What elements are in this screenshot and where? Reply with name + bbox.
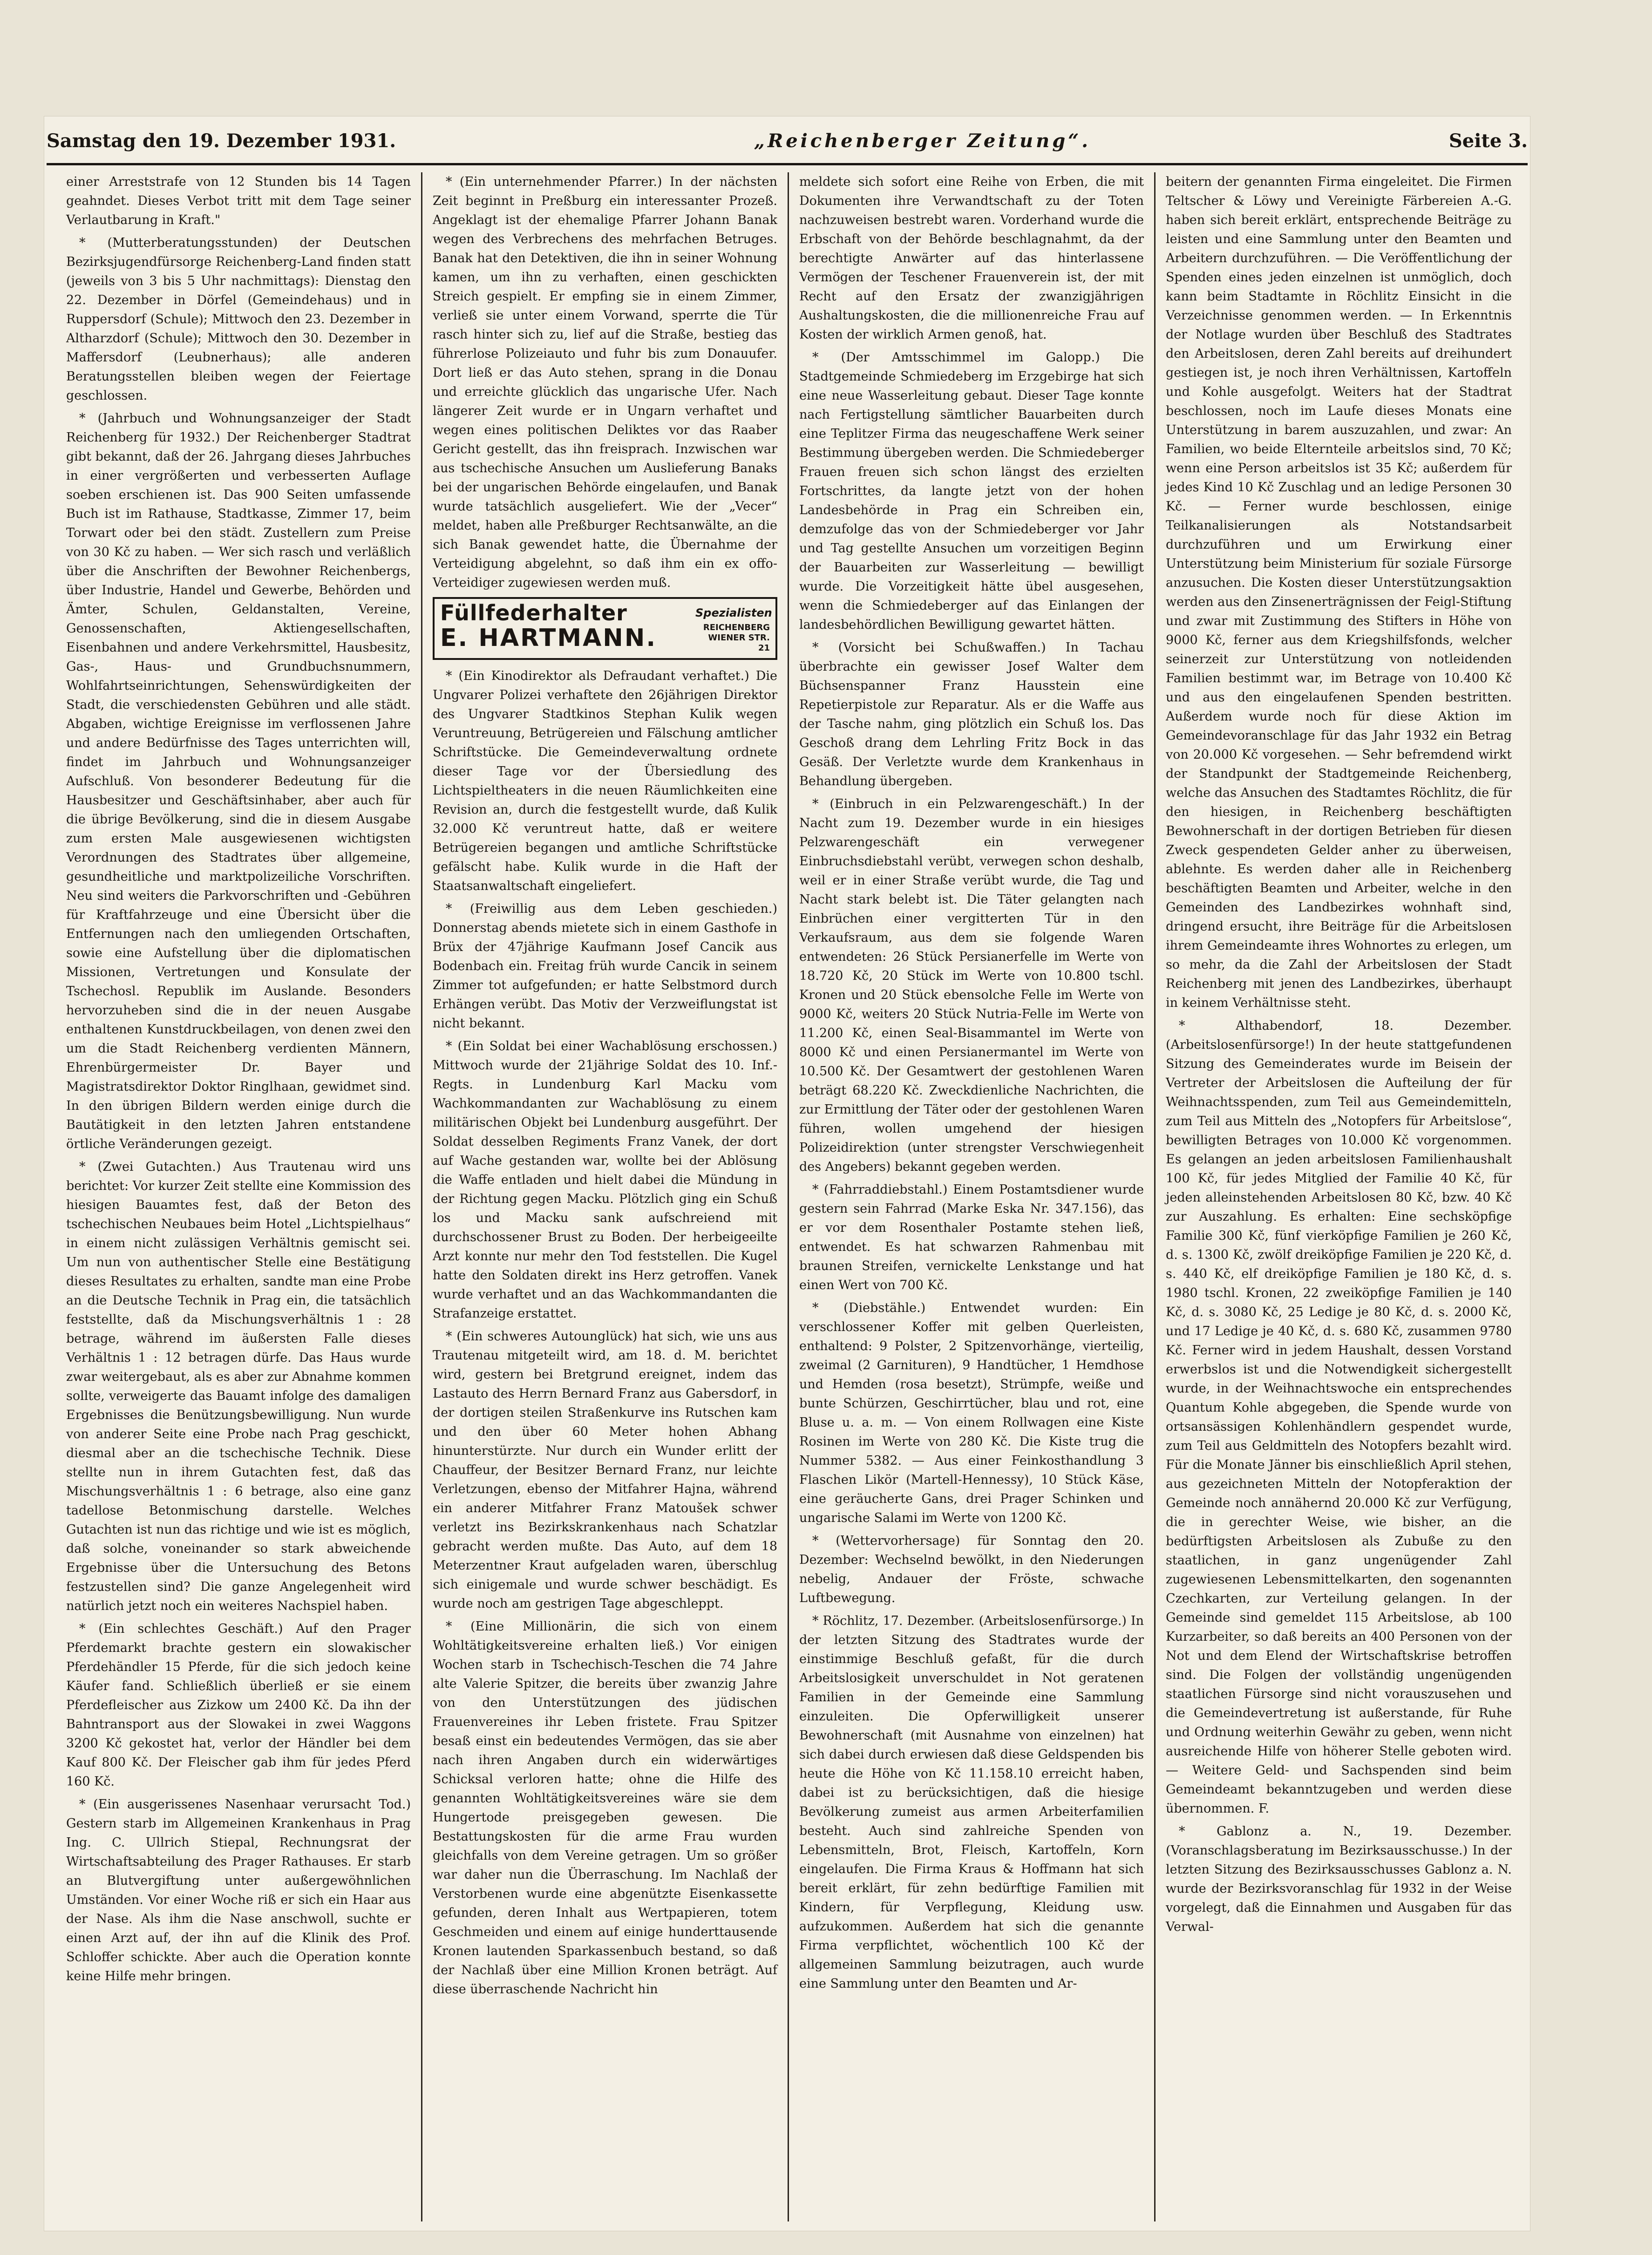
article-paragraph: * Röchlitz, 17. Dezember. (Arbeitslosenfürsorge.) In der letzten Sitzung des Stadtrates wurde der einstimmige Beschluß gefaßt, für die durch Arbeitslosigkeit unverschuldet in Not geratenen Familien in der Gemeinde eine Sammlung einzuleiten. Die Opferwilligkeit unserer Bewohnerschaft (mit Ausnahme von einzelnen) hat sich dabei durch erwiesen daß diese Geldspenden bis heute die Höhe von Kč 11.158.10 erreicht haben, dabei ist zu berücksichtigen, daß die hiesige Bevölkerung zumeist aus armen Arbeiterfamilien besteht. Auch sind zahlreiche Spenden von Lebensmitteln, Brot, Fleisch, Kartoffeln, Korn eingelaufen. Die Firma Kraus & Hoffmann hat sich bereit erklärt, für zehn bedürftige Familien mit Kindern, für Verpflegung, Kleidung usw. aufzukommen. Außerdem hat sich die genannte Firma verpflichtet, wöchentlich 100 Kč der allgemeinen Sammlung beizutragen, auch wurde eine Sammlung unter den Beamten und Ar- — [799, 1614, 1144, 1991]
page-header — [47, 119, 1528, 165]
article-paragraph: einer Arreststrafe von 12 Stunden bis 14 Tagen geahndet. Dieses Verbot tritt mit dem Tage seiner Verlautbarung in Kraft." — [66, 175, 411, 227]
article-paragraph: * (Wettervorhersage) für Sonntag den 20. Dezember: Wechselnd bewölkt, in den Niederungen nebelig, Andauer der Fröste, schwache Luftbewegung. — [799, 1534, 1144, 1605]
newspaper-title: „Reichenberger Zeitung“. — [754, 130, 1091, 152]
article-paragraph: * (Jahrbuch und Wohnungsanzeiger der Stadt Reichenberg für 1932.) Der Reichenberger Stadtrat gibt bekannt, daß der 26. Jahrgang dieses Jahrbuches in einer vergrößerten und verbesserten Auflage soeben erschienen ist. Das 900 Seiten umfassende Buch ist im Rathause, Stadtkasse, Zimmer 17, beim Torwart oder bei den städt. Zustellern zum Preise von 30 Kč zu haben. — Wer sich rasch und verläßlich über die Anschriften der Bewohner Reichenbergs, über Industrie, Handel und Gewerbe, Behörden und Ämter, Schulen, Geldanstalten, Vereine, Genossenschaften, Aktiengesellschaften, Eisenbahnen und andere Verkehrsmittel, Hausbesitz, Gas-, Haus- und Grundbuchsnummern, Wohlfahrtseinrichtungen, Sehenswürdigkeiten der Stadt, die verschiedensten Gebühren und alle städt. Abgaben, wichtige Ereignisse im verflossenen Jahre und andere Bedürfnisse des Tages unterrichten will, findet im Jahrbuch und Wohnungsanzeiger Aufschluß. Von besonderer Bedeutung für die Hausbesitzer und Geschäftsinhaber, aber auch für die übrige Bevölkerung, sind die in diesem Ausgabe zum ersten Male ausgewiesenen wichtigsten Verordnungen des Stadtrates über allgemeine, gesundheitliche und marktpolizeiliche Vorschriften. Neu sind weiters die Parkvorschriften und -Gebühren für Kraftfahrzeuge und eine Übersicht über die Entfernungen nach den umliegenden Ortschaften, sowie eine Aufstellung über die diplomatischen Missionen, Vertretungen und Konsulate der Tschechosl. Republik im Auslande. Besonders hervorzuheben sind die in der neuen Ausgabe enthaltenen Kunstdruckbeilagen, von denen zwei den um die Stadt Reichenberg verdienten Männern, Ehrenbürgermeister Dr. Bayer und Magistratsdirektor Doktor Ringlhaan, gewidmet sind. In den übrigen Bildern werden einige durch die Bautätigkeit in den letzten Jahren entstandene örtliche Veränderungen gezeigt. — [66, 411, 411, 1151]
article-paragraph: * (Ein ausgerissenes Nasenhaar verursacht Tod.) Gestern starb im Allgemeinen Krankenhaus in Prag Ing. C. Ullrich Stiepal, Rechnungsrat der Wirtschaftsabteilung des Prager Rathauses. Er starb an Blutvergiftung unter außergewöhnlichen Umständen. Vor einer Woche riß er sich ein Haar aus der Nase. Als ihm die Nase anschwoll, suchte er einen Arzt auf, der ihn auf die Klinik des Prof. Schloffer schickte. Aber auch die Operation konnte keine Hilfe mehr bringen. — [66, 1797, 411, 1983]
column-2 — [422, 172, 789, 2221]
article-paragraph: * (Zwei Gutachten.) Aus Trautenau wird uns berichtet: Vor kurzer Zeit stellte eine Kommission des hiesigen Bauamtes fest, daß der Beton des tschechischen Neubaues beim Hotel „Lichtspielhaus“ in einem nicht zulässigen Verhältnis gemischt sei. Um nun von authentischer Stelle eine Bestätigung dieses Resultates zu erhalten, sandte man eine Probe an die Deutsche Technik in Prag ein, die tatsächlich feststellte, daß da Mischungsverhältnis 1 : 28 betrage, während im äußersten Falle dieses Verhältnis 1 : 12 betragen dürfe. Das Haus wurde zwar weitergebaut, als es aber zur Abnahme kommen sollte, verweigerte das Bauamt infolge des damaligen Ergebnisses die Benützungsbewilligung. Nun wurde von anderer Seite eine Probe nach Prag geschickt, diesmal aber an die tschechische Technik. Diese stellte nun in ihrem Gutachten fest, daß das Mischungsverhältnis 1 : 6 betrage, also eine ganz tadellose Betonmischung darstelle. Welches Gutachten ist nun das richtige und wie ist es möglich, daß solche, voneinander so stark abweichende Ergebnisse über die Untersuchung des Betons festzustellen sind? Die ganze Angelegenheit wird natürlich jetzt noch ein weiteres Nachspiel haben. — [66, 1160, 411, 1613]
ad-product: Füllfederhalter — [440, 600, 627, 625]
article-paragraph: * (Ein unternehmender Pfarrer.) In der nächsten Zeit beginnt in Preßburg ein interessanter Prozeß. Angeklagt ist der ehemalige Pfarrer Johann Banak wegen des Verbrechens des mehrfachen Betruges. Banak hat den Detektiven, die ihn in seiner Wohnung kamen, um ihn zu verhaften, einen geschickten Streich gespielt. Er empfing sie in einem Zimmer, verließ sie unter einem Vorwand, sperrte die Tür rasch hinter sich zu, lief auf die Straße, bestieg das führerlose Polizeiauto und fuhr bis zum Donauufer. Dort ließ er das Auto stehen, sprang in die Donau und erreichte glücklich das ungarische Ufer. Nach längerer Zeit wurde er in Ungarn verhaftet und wegen eines politischen Deliktes vor das Raaber Gericht gestellt, das ihn freisprach. Inzwischen war aus tschechische Ansuchen um Auslieferung Banaks bei der ungarischen Behörde eingelaufen, und Banak wurde tatsächlich ausgeliefert. Wie der „Vecer“ meldet, haben alle Preßburger Rechtsanwälte, an die sich Banak gewendet hatte, die Übernahme der Verteidigung abgelehnt, so daß ihm ein ex offo-Verteidiger zugewiesen werden muß. — [433, 175, 777, 590]
page-number: Seite 3. — [1448, 130, 1528, 152]
article-paragraph: * (Mutterberatungsstunden) der Deutschen Bezirksjugendfürsorge Reichenberg-Land finden statt (jeweils von 3 bis 5 Uhr nachmittags): Dienstag den 22. Dezember in Dörfel (Gemeindehaus) und in Ruppersdorf (Schule); Mittwoch den 23. Dezember in Altharzdorf (Schule); Mittwoch den 30. Dezember in Maffersdorf (Leubnerhaus); alle anderen Beratungsstellen bleiben wegen der Feiertage geschlossen. — [66, 236, 411, 403]
article-paragraph: meldete sich sofort eine Reihe von Erben, die mit Dokumenten ihre Verwandtschaft zu der Toten nachzuweisen bestrebt waren. Vorderhand wurde die Erbschaft von der Behörde beschlagnahmt, da der berechtigte Anwärter auf das hinterlassene Vermögen der Teschener Frauenverein ist, der mit Recht auf den Ersatz der zwanzigjährigen Aushaltungskosten, die die millionenreiche Frau auf Kosten der wirklich Armen genoß, hat. — [799, 175, 1144, 342]
ad-company: E. HARTMANN. — [440, 624, 657, 652]
article-paragraph: * (Eine Millionärin, die sich von einem Wohltätigkeitsvereine erhalten ließ.) Vor einigen Wochen starb in Tschechisch-Teschen die 74 Jahre alte Valerie Spitzer, die bereits über zwanzig Jahre von den Unterstützungen des jüdischen Frauenvereines ihr Leben fristete. Frau Spitzer besaß einst ein bedeutendes Vermögen, das sie aber nach ihren Angaben durch ein widerwärtiges Schicksal verloren hatte; ohne die Hilfe des genannten Wohltätigkeitsvereines wäre sie dem Hungertode preisgegeben gewesen. Die Bestattungskosten für die arme Frau wurden gleichfalls von dem Vereine getragen. Um so größer war daher nun die Überraschung. Im Nachlaß der Verstorbenen wurde eine abgenützte Eisenkassette gefunden, deren Inhalt aus Wertpapieren, totem Geschmeiden und einem auf einige hunderttausende Kronen lautenden Sparkassenbuch bestand, so daß der Nachlaß über eine Million Kronen beträgt. Auf diese überraschende Nachricht hin — [433, 1619, 777, 1997]
article-paragraph: * (Fahrraddiebstahl.) Einem Postamtsdiener wurde gestern sein Fahrrad (Marke Eska Nr. 347.156), das er vor dem Rosenthaler Postamte stehen ließ, entwendet. Es hat schwarzen Rahmenbau mit braunen Streifen, vernickelte Lenkstange und hat einen Wert von 700 Kč. — [799, 1182, 1144, 1292]
advertisement — [433, 597, 777, 660]
article-paragraph: * (Ein schweres Autounglück) hat sich, wie uns aus Trautenau mitgeteilt wird, am 18. d. M. berichtet wird, gestern bei Bretgrund ereignet, indem das Lastauto des Herrn Bernard Franz aus Gabersdorf, in der dortigen steilen Straßenkurve ins Rutschen kam und den über 60 Meter hohen Abhang hinunterstürzte. Nur durch ein Wunder erlitt der Chauffeur, der Besitzer Bernard Franz, nur leichte Verletzungen, ebenso der Mitfahrer Hajna, während ein anderer Mitfahrer Franz Matoušek schwer verletzt ins Bezirkskrankenhaus nach Schatzlar gebracht werden mußte. Das Auto, auf dem 18 Meterzentner Kraut aufgeladen waren, überschlug sich einigemale und wurde schwer beschädigt. Es wurde noch am gestrigen Tage abgeschleppt. — [433, 1329, 777, 1611]
article-paragraph: * (Einbruch in ein Pelzwarengeschäft.) In der Nacht zum 19. Dezember wurde in ein hiesiges Pelzwarengeschäft ein verwegener Einbruchsdiebstahl verübt, verwegen schon deshalb, weil er in einer Straße verübt wurde, die Tag und Nacht stark belebt ist. Die Täter gelangten nach Einbrüchen einer vergitterten Tür in den Verkaufsraum, aus dem sie folgende Waren entwendeten: 26 Stück Persianerfelle im Werte von 18.720 Kč, 20 Stück im Werte von 10.800 tschl. Kronen und 20 Stück ebensolche Felle im Werte von 9000 Kč, weiters 20 Stück Nutria-Felle im Werte von 11.200 Kč, einen Seal-Bisammantel im Werte von 8000 Kč und einen Persianermantel im Werte von 10.500 Kč. Der Gesamtwert der gestohlenen Waren beträgt 68.220 Kč. Zweckdienliche Nachrichten, die zur Ermittlung der Täter oder der gestohlenen Waren führen, wollen umgehend der hiesigen Polizeidirektion (unter strengster Verschwiegenheit des Angebers) bekannt gegeben werden. — [799, 797, 1144, 1174]
ad-special: Spezialisten — [695, 606, 772, 619]
issue-date: Samstag den 19. Dezember 1931. — [47, 130, 396, 152]
article-paragraph: beitern der genannten Firma eingeleitet. Die Firmen Teltscher & Löwy und Vereinigte Färbereien A.-G. haben sich bereit erklärt, entsprechende Beiträge zu leisten und eine Sammlung unter den Beamten und Arbeitern durchzuführen. — Die Veröffentlichung der Spenden eines jeden einzelnen ist unmöglich, doch kann beim Stadtamte in Röchlitz Einsicht in die Verzeichnisse genommen werden. — In Erkenntnis der Notlage wurden über Beschluß des Stadtrates den Arbeitslosen, deren Zahl bereits auf dreihundert gestiegen ist, je noch ihren Verhältnissen, Kartoffeln und Kohle ausgefolgt. Weiters hat der Stadtrat beschlossen, noch im Laufe dieses Monats eine Unterstützung in barem auszuzahlen, und zwar: An Familien, wo beide Elternteile arbeitslos sind, 70 Kč; wenn eine Person arbeitslos ist 35 Kč; außerdem für jedes Kind 10 Kč Zuschlag und an ledige Personen 30 Kč. — Ferner wurde beschlossen, einige Teilkanalisierungen als Notstandsarbeit durchzuführen und um Erwirkung einer Unterstützung beim Ministerium für soziale Fürsorge anzusuchen. Die Kosten dieser Unterstützungsaktion werden aus den Zinsenerträgnissen der Feigl-Stiftung und zwar mit Zustimmung des Stifters in Höhe von 9000 Kč, ferner aus dem Kriegshilfsfonds, welcher seinerzeit zur Unterstützung von notleidenden Familien bestimmt war, im Betrage von 10.400 Kč und aus den eingelaufenen Spenden bestritten. Außerdem wurde noch für diese Aktion im Gemeindevoranschlage für das Jahr 1932 ein Betrag von 20.000 Kč vorgesehen. — Sehr befremdend wirkt der Standpunkt der Stadtgemeinde Reichenberg, welche das Ansuchen des Stadtamtes Röchlitz, die für den hiesigen, in Reichenberg beschäftigten Bewohnerschaft in der dortigen Betrieben für diesen Zweck gespendeten Gelder anher zu überweisen, ablehnte. Es werden daher alle in Reichenberg beschäftigten Beamten und Arbeiter, welche in den Gemeinden des Landbezirkes wohnhaft sind, dringend ersucht, ihre Beiträge für die Arbeitslosen ihrem Gemeindeamte ihres Wohnortes zu erlegen, um so mehr, da die Zahl der Arbeitslosen der Stadt Reichenberg mit jenen des Landbezirkes, überhaupt in keinem Verhältnisse steht. — [1166, 175, 1512, 1010]
article-paragraph: * (Diebstähle.) Entwendet wurden: Ein verschlossener Koffer mit gelben Querleisten, enthaltend: 9 Polster, 2 Spitzenvorhänge, vierteilig, zweimal (2 Garnituren), 9 Handtücher, 1 Hemdhose und Hemden (rosa besetzt), Strümpfe, weiße und bunte Schürzen, Geschirrtücher, blau und rot, eine Bluse u. a. m. — Von einem Rollwagen eine Kiste Rosinen im Werte von 280 Kč. Die Kiste trug die Nummer 5382. — Aus einer Feinkosthandlung 3 Flaschen Likör (Martell-Hennessy), 10 Stück Käse, eine geräucherte Gans, drei Prager Schinken und ungarische Salami im Werte von 1200 Kč. — [799, 1301, 1144, 1525]
article-paragraph: * (Ein Kinodirektor als Defraudant verhaftet.) Die Ungvarer Polizei verhaftete den 26jährigen Direktor des Ungvarer Stadtkinos Stephan Kulik wegen Veruntreuung, Betrügereien und Fälschung amtlicher Schriftstücke. Die Gemeindeverwaltung ordnete dieser Tage vor der Übersiedlung des Lichtspieltheaters in die neuen Räumlichkeiten eine Revision an, durch die festgestellt wurde, daß Kulik 32.000 Kč veruntreut hatte, daß er weitere Betrügereien begangen und amtliche Schriftstücke gefälscht habe. Kulik wurde in die Haft der Staatsanwaltschaft eingeliefert. — [433, 669, 777, 893]
article-paragraph: * Althabendorf, 18. Dezember. (Arbeitslosenfürsorge!) In der heute stattgefundenen Sitzung des Gemeinderates wurde im Beisein der Vertreter der Arbeitslosen die Aufteilung der für Weihnachtsspenden, zum Teil aus Gemeindemitteln, zum Teil aus Mitteln des „Notopfers für Arbeitslose“, bewilligten Betrages von 10.000 Kč vorgenommen. Es gelangen an jeden arbeitslosen Familienhaushalt 100 Kč, für jedes Mitglied der Familie 40 Kč, für jeden alleinstehenden Arbeitslosen 80 Kč, bzw. 40 Kč zur Auszahlung. Es erhalten: Eine sechsköpfige Familie 300 Kč, fünf vierköpfige Familien je 260 Kč, d. s. 1300 Kč, zwölf dreiköpfige Familien je 220 Kč, d. s. 440 Kč, elf dreiköpfige Familien je 180 Kč, d. s. 1980 tschl. Kronen, 22 zweiköpfige Familien je 140 Kč, d. s. 3080 Kč, 25 Ledige je 80 Kč, d. s. 2000 Kč, und 17 Ledige je 40 Kč, d. s. 680 Kč, zusammen 9780 Kč. Ferner wird in jedem Haushalt, dessen Vorstand erwerbslos ist und die Notwendigkeit sichergestellt wurde, in der Weihnachtswoche ein entsprechendes Quantum Kohle abgegeben, die Spende wurde von ortsansässigen Kohlenhändlern gespendet wurde, zum Teil aus Geldmitteln des Notopfers bezahlt wird. Für die Monate Jänner bis einschließlich April stehen, aus gezeichneten Mitteln der Notopferaktion der Gemeinde noch annähernd 20.000 Kč zur Verfügung, die in gerechter Weise, wie bisher, an die bedürftigsten Arbeitslosen als Zubuße zu den staatlichen, in ganz ungenügender Zahl zugewiesenen Lebensmittelkarten, den sogenannten Czechkarten, zur Verteilung gelangen. In der Gemeinde sind gemeldet 115 Arbeitslose, ab 100 Kurzarbeiter, so daß bereits an 400 Personen von der Not und dem Elend der Wirtschaftskrise betroffen sind. Die Folgen der vollständig ungenügenden staatlichen Fürsorge sind nicht vorauszusehen und die Gemeindevertretung ist außerstande, für Ruhe und Ordnung weiterhin Gewähr zu geben, wenn nicht ausreichende Hilfe von höherer Stelle geboten wird. — Weitere Geld- und Sachspenden sind beim Gemeindeamt bekanntzugeben und werden diese übernommen. F. — [1166, 1019, 1512, 1816]
column-1 — [56, 172, 422, 2221]
article-columns — [56, 172, 1523, 2221]
article-paragraph: * (Vorsicht bei Schußwaffen.) In Tachau überbrachte ein gewisser Josef Walter dem Büchsenspanner Franz Hausstein eine Repetierpistole zur Reparatur. Als er die Waffe aus der Tasche nahm, ging plötzlich ein Schuß los. Das Geschoß drang dem Lehrling Fritz Bock in das Gesäß. Der Verletzte wurde dem Krankenhaus in Behandlung übergeben. — [799, 640, 1144, 788]
article-paragraph: * (Ein schlechtes Geschäft.) Auf den Prager Pferdemarkt brachte gestern ein slowakischer Pferdehändler 15 Pferde, für die sich jedoch keine Käufer fand. Schließlich überließ er sie einem Pferdefleischer aus Zizkow um 2400 Kč. Da ihn der Bahntransport aus der Slowakei in zwei Waggons 3200 Kč gekostet hat, verlor der Händler bei dem Kauf 800 Kč. Der Fleischer gab ihm für jedes Pferd 160 Kč. — [66, 1622, 411, 1789]
ad-address: REICHENBERG WIENER STR. 21 — [703, 623, 770, 653]
article-paragraph: * Gablonz a. N., 19. Dezember. (Voranschlagsberatung im Bezirksausschusse.) In der letzten Sitzung des Bezirksausschusses Gablonz a. N. wurde der Bezirksvoranschlag für 1932 in der Weise vorgelegt, daß die Einnahmen und Ausgaben für das Verwal- — [1166, 1824, 1512, 1934]
article-paragraph: * (Freiwillig aus dem Leben geschieden.) Donnerstag abends mietete sich in einem Gasthofe in Brüx der 47jährige Kaufmann Josef Cancik aus Bodenbach ein. Freitag früh wurde Cancik in seinem Zimmer tot aufgefunden; er hatte Selbstmord durch Erhängen verübt. Das Motiv der Verzweiflungstat ist nicht bekannt. — [433, 902, 777, 1031]
column-3 — [789, 172, 1156, 2221]
article-paragraph: * (Ein Soldat bei einer Wachablösung erschossen.) Mittwoch wurde der 21jährige Soldat des 10. Inf.-Regts. in Lundenburg Karl Macku vom Wachkommandanten zur Wachablösung zu einem militärischen Objekt bei Lundenburg ausgeführt. Der Soldat desselben Regiments Franz Vanek, der dort auf Wache gestanden war, wollte bei der Ablösung die Waffe entladen und hielt dabei die Mündung in der Richtung gegen Macku. Plötzlich ging ein Schuß los und Macku sank aufschreiend mit durchschossener Brust zu Boden. Der herbeigeeilte Arzt konnte nur mehr den Tod feststellen. Die Kugel hatte den Soldaten direkt ins Herz getroffen. Vanek wurde verhaftet und an das Wachkommandanten die Strafanzeige erstattet. — [433, 1039, 777, 1321]
column-4 — [1156, 172, 1522, 2221]
article-paragraph: * (Der Amtsschimmel im Galopp.) Die Stadtgemeinde Schmiedeberg im Erzgebirge hat sich eine neue Wasserleitung gebaut. Dieser Tage konnte nach Fertigstellung sämtlicher Bauarbeiten durch eine Teplitzer Firma das neugeschaffene Werk seiner Bestimmung übergeben werden. Die Schmiedeberger Frauen freuen sich schon längst des erzielten Fortschrittes, da langte jetzt von der hohen Landesbehörde in Prag ein Schreiben ein, demzufolge das von der Schmiedeberger vor Jahr und Tag gestellte Ansuchen um vorzeitigen Beginn der Bauarbeiten zur Wasserleitung — bewilligt wurde. Die Vorzeitigkeit hätte übel ausgesehen, wenn die Schmiedeberger auf das Einlangen der landesbehördlichen Bewilligung gewartet hätten. — [799, 350, 1144, 632]
